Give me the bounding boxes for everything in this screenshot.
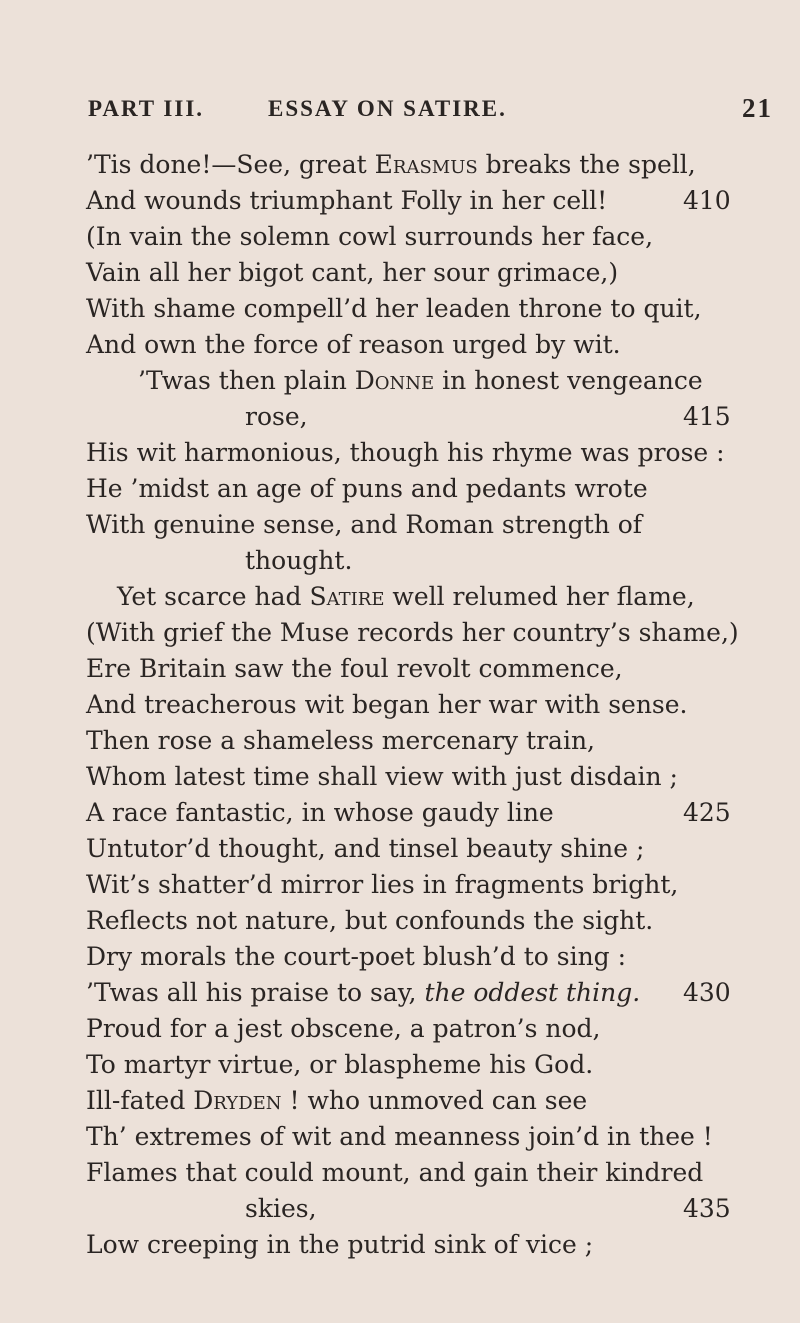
verse-line: Proud for a jest obscene, a patron’s nod,	[86, 1014, 601, 1043]
verse-line-continuation: skies,	[245, 1194, 317, 1223]
verse-line-continuation: rose,	[245, 402, 308, 431]
verse-line: ’Twas then plain Donne in honest vengeance	[138, 366, 703, 395]
verse-line: Untutor’d thought, and tinsel beauty shine ;	[86, 834, 645, 863]
verse-line: He ’midst an age of puns and pedants wrote	[86, 474, 648, 503]
verse-line: To martyr virtue, or blaspheme his God.	[86, 1050, 594, 1079]
line-number: 415	[683, 402, 731, 431]
verse-line: Low creeping in the putrid sink of vice ;	[86, 1230, 594, 1259]
verse-line: And own the force of reason urged by wit.	[86, 330, 621, 359]
line-number: 430	[683, 978, 731, 1007]
verse-line: ’Twas all his praise to say, the oddest thing.	[86, 978, 641, 1007]
verse-line: Ere Britain saw the foul revolt commence,	[86, 654, 623, 683]
verse-line: ’Tis done!—See, great Erasmus breaks the spell,	[86, 150, 696, 179]
verse-line: Vain all her bigot cant, her sour grimace,)	[86, 258, 619, 287]
verse-line: Then rose a shameless mercenary train,	[86, 726, 595, 755]
verse-line: Yet scarce had Satire well relumed her flame,	[117, 582, 695, 611]
line-number: 410	[683, 186, 731, 215]
name-donne: Donne	[354, 366, 435, 395]
verse-line-continuation: thought.	[245, 546, 353, 575]
verse-line: Flames that could mount, and gain their kindred	[86, 1158, 704, 1187]
verse-line: With genuine sense, and Roman strength of	[86, 510, 643, 539]
page-number: 21	[742, 93, 773, 123]
verse-line: With shame compell’d her leaden throne to quit,	[86, 294, 702, 323]
verse-line: Th’ extremes of wit and meanness join’d in thee !	[86, 1122, 713, 1151]
verse-line: Reflects not nature, but confounds the sight.	[86, 906, 654, 935]
line-number: 425	[683, 798, 731, 827]
verse-line: Whom latest time shall view with just disdain ;	[86, 762, 678, 791]
verse-line: (With grief the Muse records her country’s shame,)	[86, 618, 739, 647]
italic-phrase: the oddest thing.	[424, 978, 641, 1007]
verse-line: Dry morals the court-poet blush’d to sing :	[86, 942, 627, 971]
verse-line: His wit harmonious, though his rhyme was prose :	[86, 438, 725, 467]
verse-line: Wit’s shatter’d mirror lies in fragments bright,	[86, 870, 679, 899]
name-dryden: Dryden	[193, 1086, 282, 1115]
name-satire: Satire	[309, 582, 385, 611]
verse-line: And treacherous wit began her war with sense.	[86, 690, 688, 719]
line-number: 435	[683, 1194, 731, 1223]
verse-line: And wounds triumphant Folly in her cell!	[86, 186, 608, 215]
name-erasmus: Erasmus	[374, 150, 478, 179]
verse-line: (In vain the solemn cowl surrounds her face,	[86, 222, 654, 251]
verse-line: Ill-fated Dryden ! who unmoved can see	[86, 1086, 588, 1115]
header-part: PART III.	[88, 96, 205, 121]
verse-line: A race fantastic, in whose gaudy line	[86, 798, 554, 827]
header-title: ESSAY ON SATIRE.	[268, 96, 507, 121]
